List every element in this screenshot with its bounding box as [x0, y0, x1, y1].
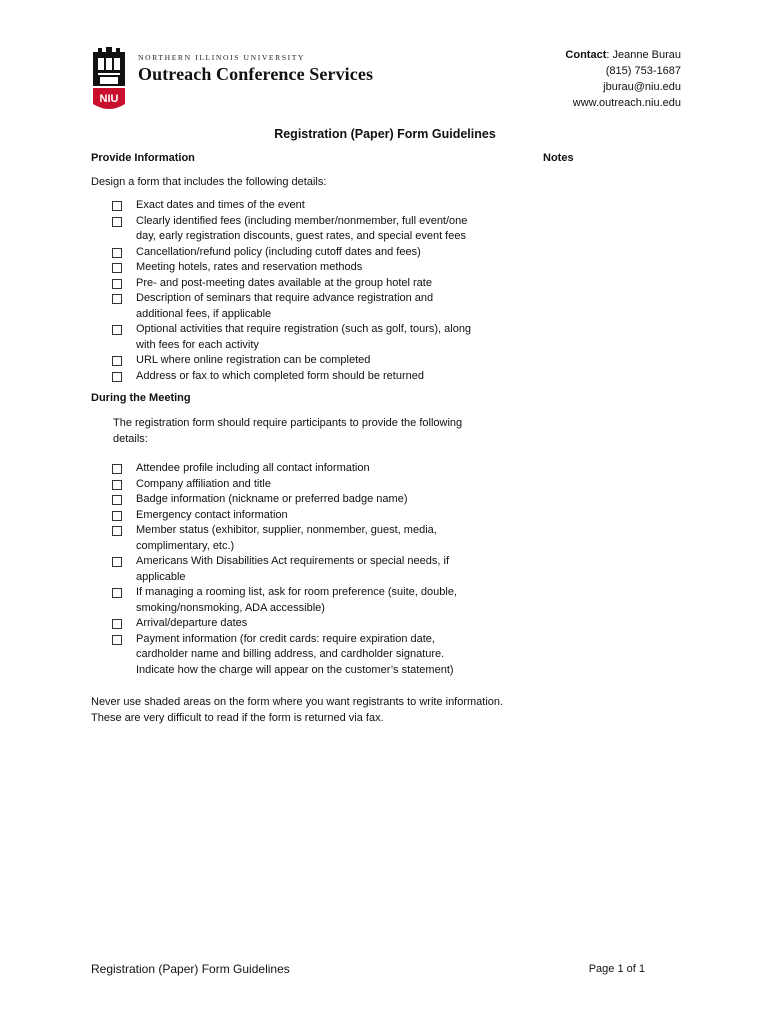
checkbox-icon[interactable]: [112, 619, 122, 629]
closing-line: Never use shaded areas on the form where you want registrants to write information.: [91, 696, 504, 708]
checkbox-icon[interactable]: [112, 511, 122, 521]
checklist-item-text: Pre- and post-meeting dates available at the group hotel rate: [136, 276, 432, 289]
checkbox-icon[interactable]: [112, 480, 122, 490]
contact-line: [565, 47, 681, 63]
meeting-heading: During the Meeting: [91, 392, 191, 404]
meeting-checklist: [112, 461, 512, 678]
checklist-item: [112, 260, 512, 276]
checklist-item: [112, 461, 512, 477]
checklist-item-text: complimentary, etc.): [136, 539, 235, 552]
provide-checklist: [112, 198, 512, 384]
checklist-item: [112, 554, 512, 585]
checklist-item-text: additional fees, if applicable: [136, 307, 272, 320]
checklist-item: [112, 291, 512, 322]
checklist-item: [112, 198, 512, 214]
checklist-item: [112, 369, 512, 385]
checklist-item-text: If managing a rooming list, ask for room preference (suite, double,: [136, 586, 457, 598]
checkbox-icon[interactable]: [112, 372, 122, 382]
checklist-item: [112, 276, 512, 292]
page-number: Page 1 of 1: [588, 963, 645, 975]
checkbox-icon[interactable]: [112, 217, 122, 227]
meeting-intro-line: details:: [113, 433, 148, 445]
checklist-item-text: Badge information (nickname or preferred badge name): [136, 493, 408, 505]
checklist-item-text: Indicate how the charge will appear on the customer’s statement): [136, 663, 454, 676]
checkbox-icon[interactable]: [112, 588, 122, 598]
checklist-item: [112, 214, 512, 245]
checklist-item: [112, 245, 512, 261]
closing-note: [91, 694, 551, 726]
closing-line: These are very difficult to read if the form is returned via fax.: [91, 712, 384, 724]
meeting-intro-line: The registration form should require participants to provide the following: [113, 417, 463, 429]
checklist-item: [112, 492, 512, 508]
checklist-item-text: URL where online registration can be completed: [136, 354, 371, 366]
checklist-item-text: Emergency contact information: [136, 508, 288, 521]
checkbox-icon[interactable]: [112, 635, 122, 645]
checkbox-icon[interactable]: [112, 201, 122, 211]
checkbox-icon[interactable]: [112, 279, 122, 289]
contact-label: Contact: [565, 49, 607, 61]
checklist-item-text: Americans With Disabilities Act requirements or special needs, if: [136, 555, 450, 567]
contact-email[interactable]: jburau@niu.edu: [603, 81, 681, 93]
contact-block: [565, 47, 681, 111]
checklist-item-text: cardholder name and billing address, and cardholder signature.: [136, 648, 445, 660]
checkbox-icon[interactable]: [112, 248, 122, 258]
logo-text: NIU: [99, 93, 119, 105]
checklist-item: [112, 353, 512, 369]
checklist-item-text: Address or fax to which completed form should be returned: [136, 369, 424, 382]
checkbox-icon[interactable]: [112, 294, 122, 304]
provide-intro: Design a form that includes the following details:: [91, 176, 327, 188]
checkbox-icon[interactable]: [112, 356, 122, 366]
contact-website[interactable]: www.outreach.niu.edu: [572, 97, 681, 109]
checklist-item-text: day, early registration discounts, guest rates, and special event fees: [136, 230, 466, 242]
checklist-item: [112, 585, 512, 616]
checklist-item: [112, 322, 512, 353]
checklist-item: [112, 477, 512, 493]
checklist-item-text: Member status (exhibitor, supplier, nonmember, guest, media,: [136, 524, 437, 536]
checklist-item-text: Payment information (for credit cards: require expiration date,: [136, 632, 435, 645]
checklist-item-text: Cancellation/refund policy (including cutoff dates and fees): [136, 245, 421, 258]
university-name: NORTHERN ILLINOIS UNIVERSITY: [138, 53, 306, 62]
checkbox-icon[interactable]: [112, 263, 122, 273]
checklist-item-text: Company affiliation and title: [136, 477, 271, 490]
checklist-item: [112, 632, 512, 679]
footer-title: Registration (Paper) Form Guidelines: [91, 962, 290, 976]
checklist-item-text: smoking/nonsmoking, ADA accessible): [136, 601, 325, 614]
checkbox-icon[interactable]: [112, 325, 122, 335]
checklist-item-text: Arrival/departure dates: [136, 617, 248, 629]
checklist-item-text: applicable: [136, 570, 186, 583]
checkbox-icon[interactable]: [112, 464, 122, 474]
provide-heading: Provide Information: [91, 152, 195, 164]
checklist-item-text: with fees for each activity: [136, 338, 259, 351]
contact-name: : Jeanne Burau: [606, 49, 681, 61]
checklist-item-text: Clearly identified fees (including member/nonmember, full event/one: [136, 214, 468, 227]
checklist-item: [112, 616, 512, 632]
checklist-item-text: Exact dates and times of the event: [136, 199, 305, 211]
organization-name: Outreach Conference Services: [138, 64, 374, 84]
contact-phone: (815) 753-1687: [605, 65, 681, 77]
checkbox-icon[interactable]: [112, 526, 122, 536]
document-title: Registration (Paper) Form Guidelines: [274, 127, 496, 141]
checklist-item-text: Attendee profile including all contact information: [136, 462, 370, 474]
checklist-item-text: Description of seminars that require advance registration and: [136, 292, 434, 304]
checklist-item-text: Optional activities that require registration (such as golf, tours), along: [136, 323, 472, 335]
notes-heading: Notes: [543, 152, 574, 164]
checklist-item: [112, 508, 512, 524]
checklist-item-text: Meeting hotels, rates and reservation methods: [136, 261, 363, 273]
checklist-item: [112, 523, 512, 554]
checkbox-icon[interactable]: [112, 557, 122, 567]
meeting-intro: [113, 415, 513, 447]
niu-logo: [92, 46, 126, 114]
checkbox-icon[interactable]: [112, 495, 122, 505]
